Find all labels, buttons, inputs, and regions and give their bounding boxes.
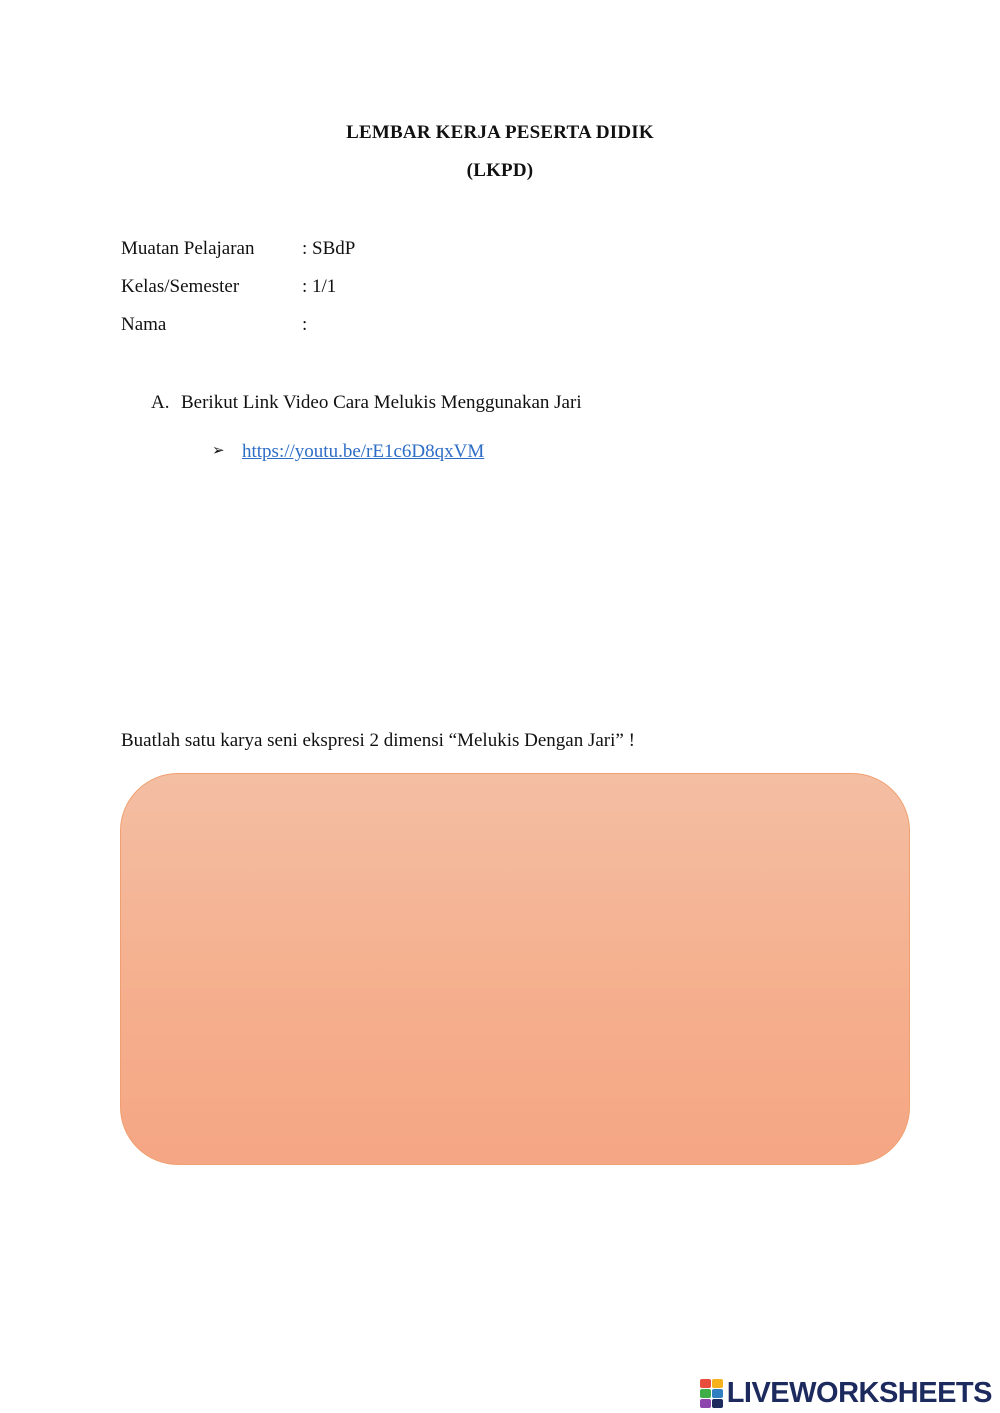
drawing-area[interactable] (120, 773, 910, 1165)
liveworksheets-brand (700, 1377, 992, 1409)
instruction-text: Buatlah satu karya seni ekspresi 2 dimensi “Melukis Dengan Jari” ! (121, 730, 635, 751)
arrowhead-bullet-icon: ➢ (212, 443, 225, 459)
info-value: : (302, 314, 308, 335)
info-label: Kelas/Semester (121, 276, 240, 297)
worksheet-subtitle: (LKPD) (466, 160, 534, 181)
liveworksheets-logo-icon (700, 1379, 723, 1408)
info-label: Nama (121, 314, 167, 335)
info-value: : 1/1 (302, 276, 337, 297)
worksheet-title: LEMBAR KERJA PESERTA DIDIK (346, 122, 654, 143)
section-text: Berikut Link Video Cara Melukis Menggunakan Jari (181, 392, 582, 413)
video-link-item (212, 441, 484, 463)
section-marker: A. (151, 392, 170, 413)
brand-text: LIVEWORKSHEETS (726, 1376, 992, 1409)
video-link[interactable]: https://youtu.be/rE1c6D8qxVM (242, 441, 485, 462)
info-label: Muatan Pelajaran (121, 238, 255, 259)
info-value: : SBdP (302, 238, 356, 259)
section-a-heading (151, 392, 582, 414)
